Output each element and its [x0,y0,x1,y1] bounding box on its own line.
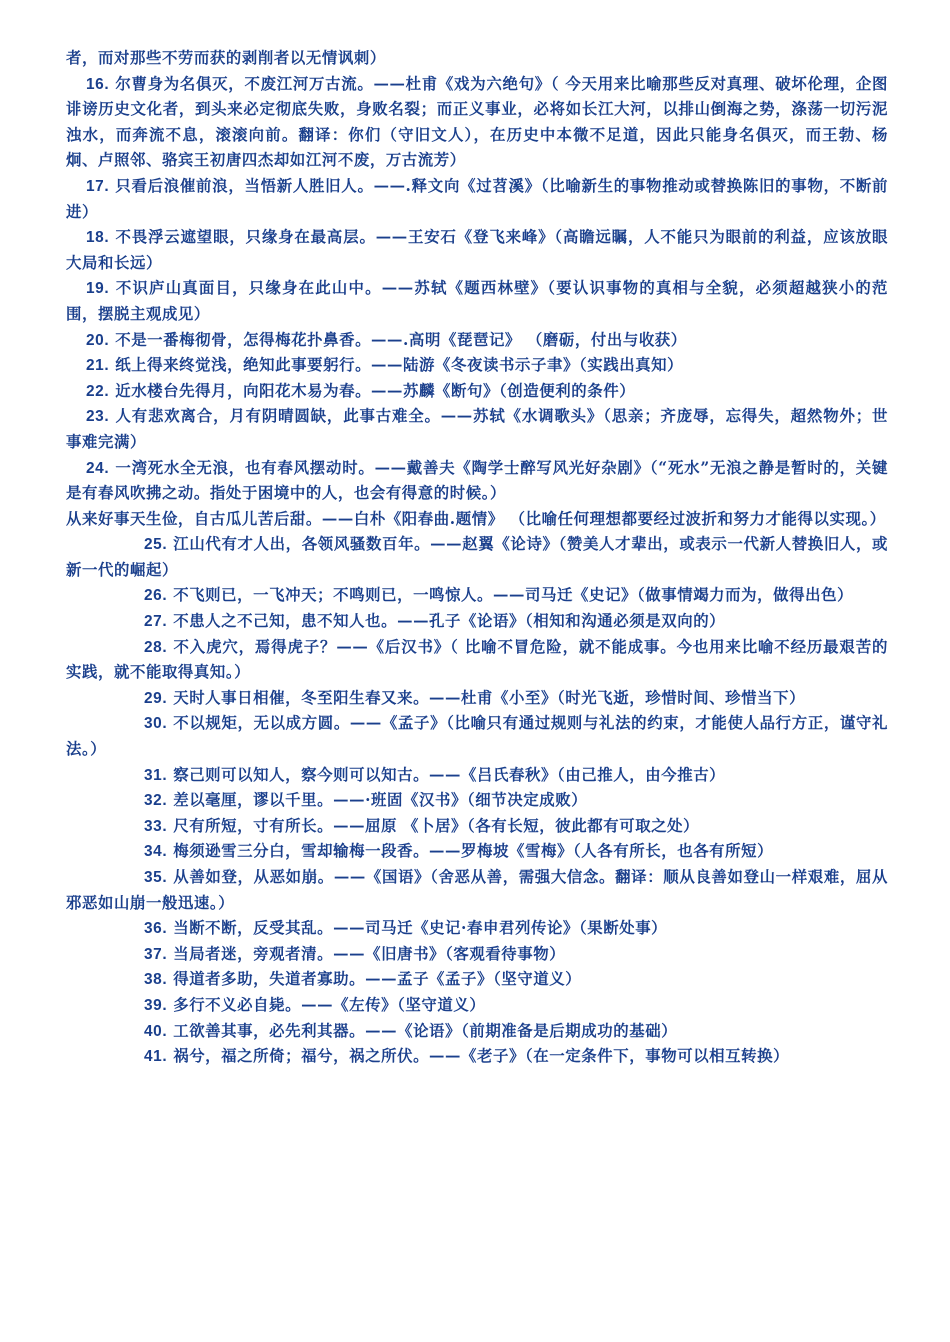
document-page [66,46,888,1070]
quote-list-second [66,532,888,1069]
item-number: 18. [86,229,110,247]
item-text: 梅须逊雪三分白，雪却输梅一段香。——罗梅坡《雪梅》（人各有所长，也各有所短） [173,842,774,861]
item-text: 不入虎穴，焉得虎子？——《后汉书》（ 比喻不冒危险，就不能成事。今也用来比喻不经历最艰苦的实践，就不能取得真知。） [66,637,888,682]
quote-item [66,225,888,276]
quote-item [66,379,888,405]
item-number: 41. [144,1048,168,1066]
item-number: 40. [144,1022,168,1040]
item-text: 纸上得来终觉浅，绝知此事要躬行。——陆游《冬夜读书示子聿》（实践出真知） [115,356,684,375]
item-number: 31. [144,766,168,784]
quote-item [66,276,888,327]
item-text: 天时人事日相催，冬至阳生春又来。——杜甫《小至》（时光飞逝，珍惜时间、珍惜当下） [173,688,806,707]
quote-item [66,814,888,840]
quote-item [66,967,888,993]
item-text: 江山代有才人出，各领风骚数百年。——赵翼《论诗》（赞美人才辈出，或表示一代新人替换旧人，或新一代的崛起） [66,535,888,579]
item-number: 20. [86,331,110,349]
quote-item [66,686,888,712]
quote-item [66,456,888,507]
item-number: 22. [86,382,110,400]
item-text: 一湾死水全无浪，也有春风摆动时。——戴善夫《陶学士醉写风光好杂剧》（“死水”无浪之静是暂时的，关键是有春风吹拂之动。指处于困境中的人，也会有得意的时候。） [66,458,888,503]
quote-item [66,839,888,865]
quote-item [66,993,888,1019]
item-text: 不飞则已，一飞冲天；不鸣则已，一鸣惊人。——司马迁《史记》（做事情竭力而为，做得出色） [173,586,854,605]
item-text: 察己则可以知人，察今则可以知古。——《吕氏春秋》（由己推人，由今推古） [173,765,726,784]
item-number: 25. [144,536,168,554]
quote-item [66,788,888,814]
item-number: 35. [144,869,168,886]
quote-item [66,865,888,916]
quote-item [66,1044,888,1070]
item-text: 不畏浮云遮望眼，只缘身在最高层。——王安石《登飞来峰》（高瞻远瞩，人不能只为眼前的利益，应该放眼大局和长远） [66,228,888,272]
quote-item [66,328,888,354]
item-number: 37. [144,945,168,963]
quote-item [66,916,888,942]
item-number: 21. [86,357,110,375]
item-text: 祸兮，福之所倚；福兮，祸之所伏。——《老子》（在一定条件下，事物可以相互转换） [173,1047,790,1066]
item-text: 不识庐山真面目，只缘身在此山中。——苏轼《题西林壁》（要认识事物的真相与全貌，必须超越狭小的范围，摆脱主观成见） [66,279,888,323]
intro-line: 者，而对那些不劳而获的剥削者以无情讽刺） [66,49,386,67]
item-text: 当断不断，反受其乱。——司马迁《史记·春申君列传论》（果断处事） [173,919,668,938]
item-text: 得道者多助，失道者寡助。——孟子《孟子》（坚守道义） [173,970,582,989]
item-number: 28. [144,638,168,656]
quote-item [66,609,888,635]
item-number: 33. [144,817,168,835]
item-text: 不以规矩，无以成方圆。——《孟子》（比喻只有通过规则与礼法的约束，才能使人品行方正，谨守礼法。） [66,714,888,759]
quote-item [66,174,888,225]
item-text: 尔曹身为名俱灭，不废江河万古流。——杜甫《戏为六绝句》（ 今天用来比喻那些反对真理、破坏伦理，企图诽谤历史文化者，到头来必定彻底失败，身败名裂；而正义事业，必将如长江大河，以排山倒海之势，涤荡一切污泥浊水，而奔流不息，滚滚向前。翻译：你们（守旧文人），在历史中本微不足道，因此只能身名俱灭，而王勃、杨炯、卢照邻、骆宾王初唐四杰却如江河不废，万古流芳） [66,74,888,170]
item-number: 27. [144,613,168,631]
quote-item [66,942,888,968]
item-text: 人有悲欢离合，月有阴晴圆缺，此事古难全。——苏轼《水调歌头》（思亲；齐庞辱，忘得失，超然物外；世事难完满） [66,407,888,451]
item-number: 26. [144,587,168,605]
quote-item [66,763,888,789]
item-number: 24. [86,459,110,477]
item-number: 32. [144,792,168,810]
quote-item [66,532,888,583]
item-text: 从善如登，从恶如崩。——《国语》（舍恶从善，需强大信念。翻译：顺从良善如登山一样艰难，屈从邪恶如山崩一般迅速。） [66,868,888,912]
item-number: 16. [86,75,110,93]
quote-item [66,353,888,379]
quote-item [66,1019,888,1045]
quote-item [66,72,888,174]
quote-item [66,583,888,609]
quote-item [66,635,888,686]
item-number: 38. [144,971,168,989]
item-text: 工欲善其事，必先利其器。——《论语》（前期准备是后期成功的基础） [173,1021,678,1040]
item-number: 23. [86,408,110,426]
quote-list-first [66,72,888,507]
item-number: 29. [144,689,168,707]
item-text: 只看后浪催前浪，当悟新人胜旧人。——.释文向《过苕溪》（比喻新生的事物推动或替换陈旧的事物，不断前进） [66,176,888,221]
unnumbered-quote: 从来好事天生俭，自古瓜儿苦后甜。——白朴《阳春曲.题情》 （比喻任何理想都要经过波折和努力才能得以实现。） [66,509,886,528]
item-number: 30. [144,715,168,733]
item-text: 当局者迷，旁观者清。——《旧唐书》（客观看待事物） [173,944,566,963]
item-text: 不是一番梅彻骨，怎得梅花扑鼻香。——.高明《琵琶记》 （磨砺，付出与收获） [115,330,687,349]
item-text: 差以毫厘，谬以千里。——·班固《汉书》（细节决定成败） [173,791,588,810]
item-text: 多行不义必自毙。——《左传》（坚守道义） [173,995,486,1014]
item-number: 19. [86,280,110,298]
item-number: 36. [144,920,168,938]
item-text: 近水楼台先得月，向阳花木易为春。——苏麟《断句》（创造便利的条件） [115,381,636,400]
item-text: 不患人之不己知，患不知人也。——孔子《论语》（相知和沟通必须是双向的） [173,612,726,631]
item-text: 尺有所短，寸有所长。——屈原 《卜居》（各有长短，彼此都有可取之处） [173,816,700,835]
quote-item [66,404,888,455]
quote-item [66,711,888,762]
item-number: 34. [144,843,168,861]
item-number: 17. [86,177,110,195]
item-number: 39. [144,996,168,1014]
